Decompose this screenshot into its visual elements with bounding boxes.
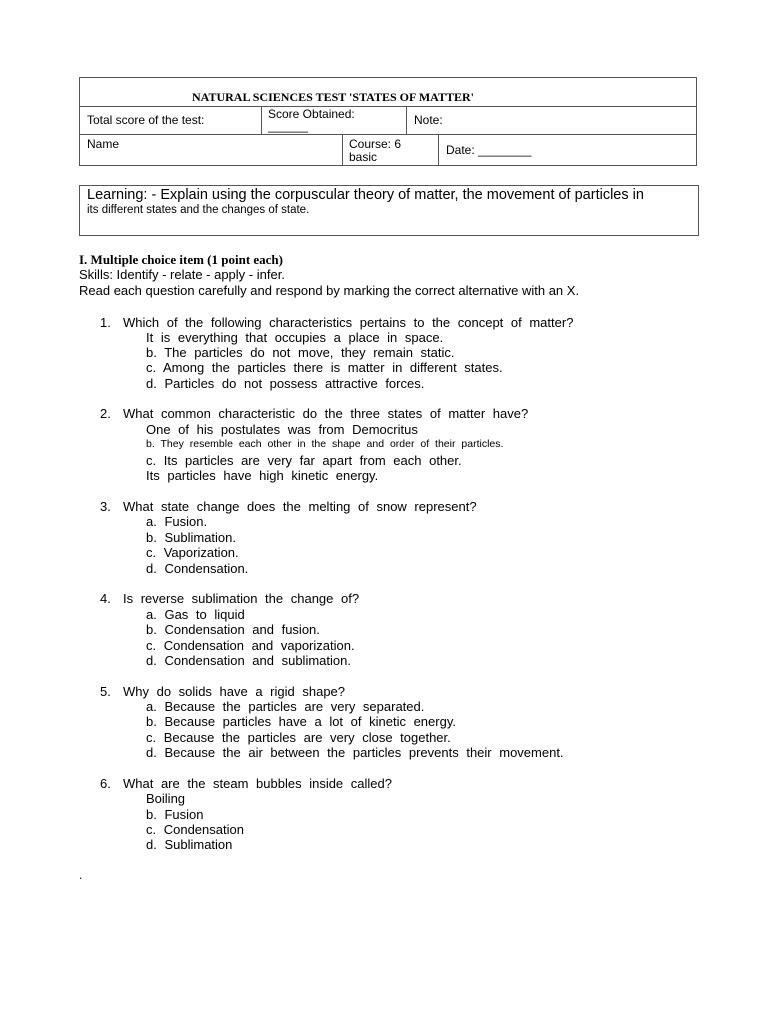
course-cell xyxy=(342,135,438,165)
name-label: Name xyxy=(87,137,120,151)
question-number: 3. xyxy=(100,499,111,514)
header-title-row xyxy=(80,78,696,107)
question-number: 6. xyxy=(100,776,111,791)
total-score-label: Total score of the test: xyxy=(87,113,205,127)
option: c. Condensation xyxy=(146,822,244,837)
name-cell xyxy=(80,135,342,165)
score-obtained-label: Score Obtained: xyxy=(268,107,355,121)
learning-objective-box xyxy=(79,185,699,236)
question-text: Is reverse sublimation the change of? xyxy=(123,591,360,606)
option: d. Because the air between the particles prevents their movement. xyxy=(146,745,564,760)
course-label: Course: 6 xyxy=(349,137,402,151)
option: d. Condensation. xyxy=(146,561,249,576)
trailing-mark: . xyxy=(79,868,83,882)
option: b. Sublimation. xyxy=(146,530,236,545)
option: a. Because the particles are very separated. xyxy=(146,699,425,714)
date-label: Date: ________ xyxy=(446,143,532,157)
question-number: 4. xyxy=(100,591,111,606)
question-number: 2. xyxy=(100,406,111,421)
total-score-cell xyxy=(80,107,261,134)
score-obtained-blank: ______ xyxy=(268,119,309,133)
option: It is everything that occupies a place in space. xyxy=(146,330,444,345)
note-label: Note: xyxy=(414,113,443,127)
score-row xyxy=(80,107,696,135)
header-table xyxy=(79,77,697,166)
option: b. They resemble each other in the shape and order of their particles. xyxy=(146,438,504,450)
learning-objective-main: Learning: - Explain using the corpuscular theory of matter, the movement of particles in xyxy=(87,187,644,203)
option: d. Condensation and sublimation. xyxy=(146,653,351,668)
option: d. Particles do not possess attractive forces. xyxy=(146,376,425,391)
option: c. Vaporization. xyxy=(146,545,239,560)
option: c. Its particles are very far apart from each other. xyxy=(146,453,462,468)
test-title: NATURAL SCIENCES TEST 'STATES OF MATTER' xyxy=(192,90,474,104)
question-text: What state change does the melting of snow represent? xyxy=(123,499,477,514)
name-row xyxy=(80,135,696,165)
course-level: basic xyxy=(349,150,378,164)
question-text: What are the steam bubbles inside called? xyxy=(123,776,392,791)
option: d. Sublimation xyxy=(146,837,233,852)
option: Boiling xyxy=(146,791,186,806)
question-number: 5. xyxy=(100,684,111,699)
question-number: 1. xyxy=(100,315,111,330)
option: c. Among the particles there is matter in different states. xyxy=(146,360,503,375)
question-text: What common characteristic do the three states of matter have? xyxy=(123,406,529,421)
instructions-line: Read each question carefully and respond by marking the correct alternative with an X. xyxy=(79,283,580,298)
option: One of his postulates was from Democritus xyxy=(146,422,418,437)
option: b. Fusion xyxy=(146,807,204,822)
note-cell xyxy=(406,107,696,134)
option: a. Gas to liquid xyxy=(146,607,245,622)
option: a. Fusion. xyxy=(146,514,208,529)
learning-objective-sub: its different states and the changes of state. xyxy=(87,204,310,216)
section-title: I. Multiple choice item (1 point each) xyxy=(79,252,283,267)
option: c. Condensation and vaporization. xyxy=(146,638,355,653)
option: b. Condensation and fusion. xyxy=(146,622,320,637)
option: Its particles have high kinetic energy. xyxy=(146,468,379,483)
option: c. Because the particles are very close together. xyxy=(146,730,451,745)
option: b. Because particles have a lot of kinetic energy. xyxy=(146,714,456,729)
date-cell xyxy=(438,135,696,165)
skills-line: Skills: Identify - relate - apply - infer. xyxy=(79,267,285,282)
question-text: Why do solids have a rigid shape? xyxy=(123,684,346,699)
option: b. The particles do not move, they remain static. xyxy=(146,345,455,360)
question-text: Which of the following characteristics pertains to the concept of matter? xyxy=(123,315,574,330)
score-obtained-cell xyxy=(261,107,406,134)
